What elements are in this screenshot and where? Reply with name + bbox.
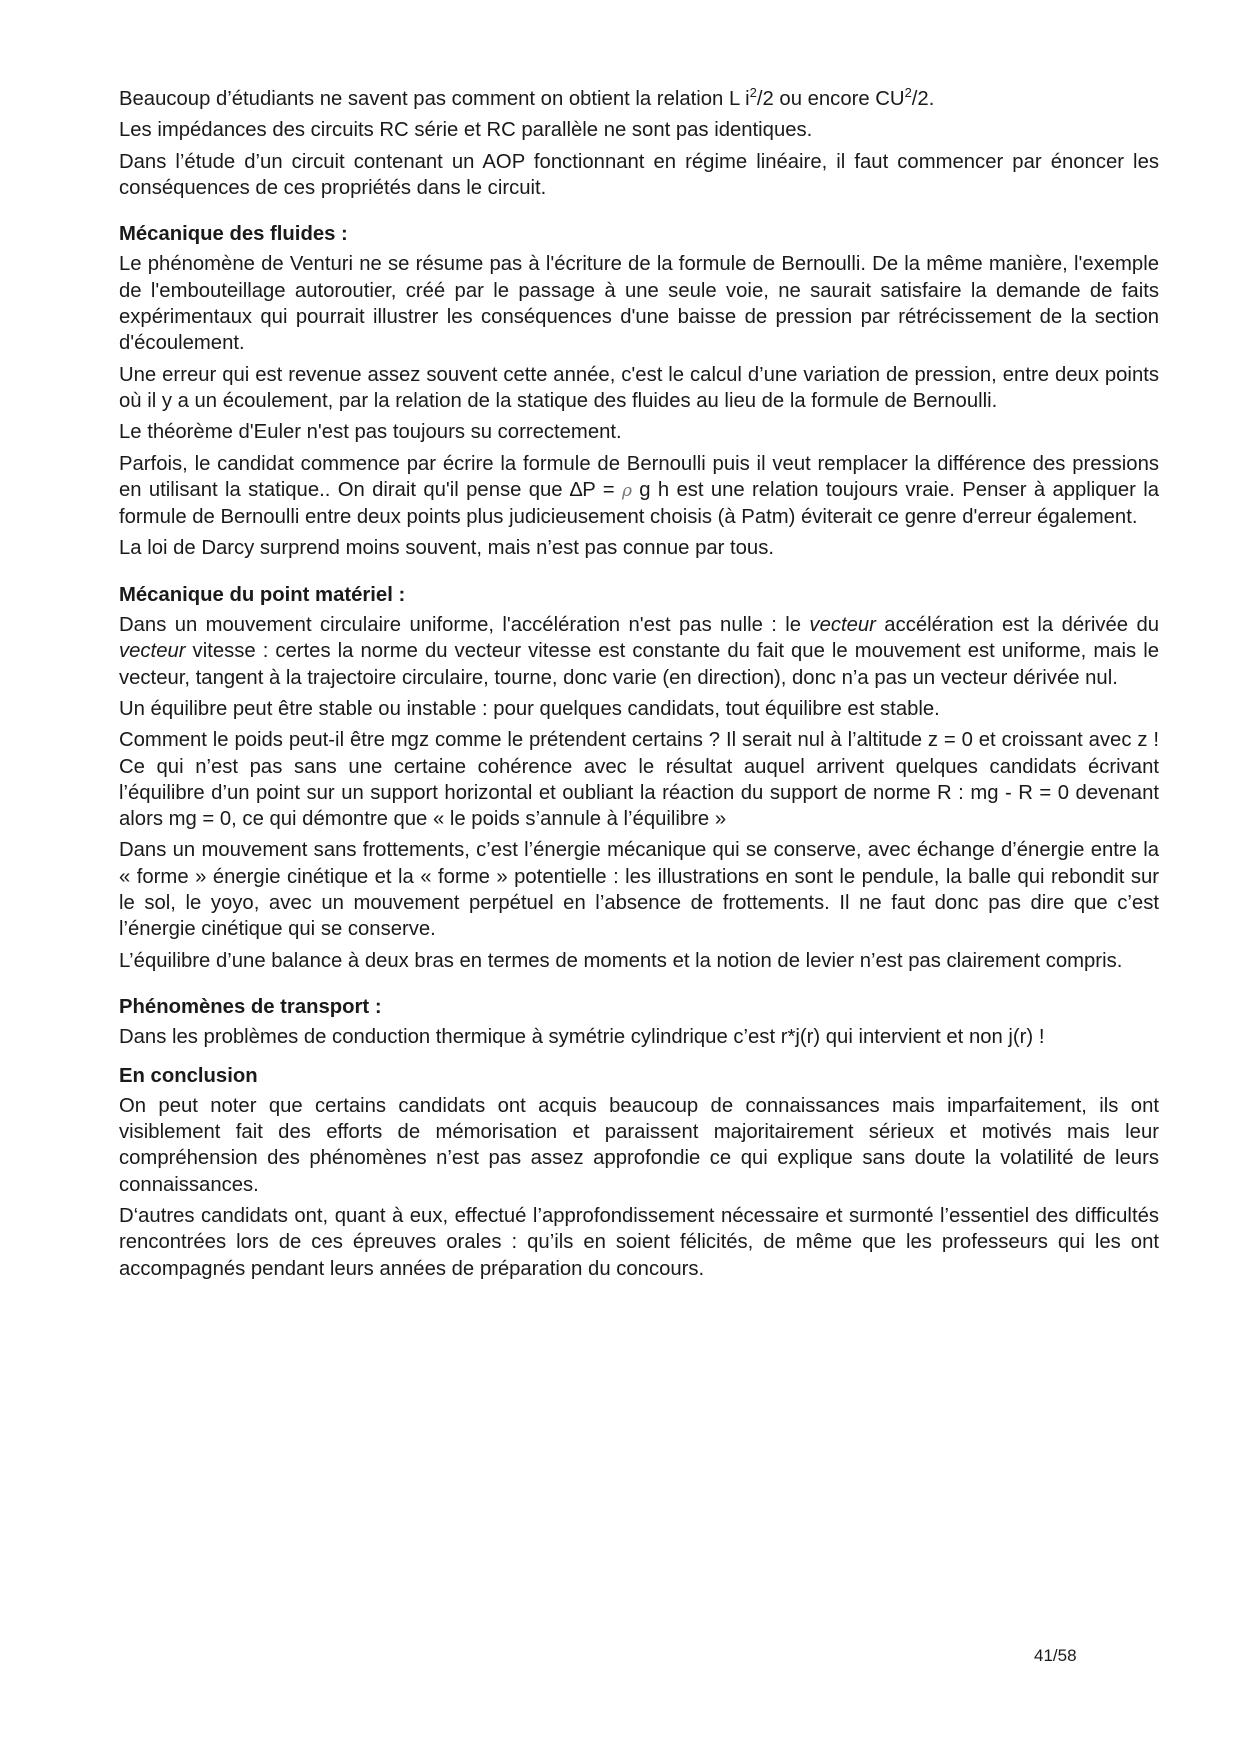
paragraph-relations	[119, 86, 1159, 112]
paragraph-poids: Comment le poids peut-il être mgz comme le prétendent certains ? Il serait nul à l’altitude z = 0 et croissant avec z ! Ce qui n’est pas sans une certaine cohérence avec le résultat auquel arrivent quelques candidats écrivant l’équilibre d’un point sur un support horizontal et oubliant la réaction du support de norme R : mg - R = 0 devenant alors mg = 0, ce qui démontre que « le poids s’annule à l’équilibre »	[119, 729, 1159, 831]
heading-transport: Phénomènes de transport :	[119, 995, 382, 1018]
paragraph-bernoulli-statique	[119, 451, 1159, 531]
paragraph-impedances: Les impédances des circuits RC série et RC parallèle ne sont pas identiques.	[119, 119, 813, 142]
text-run: Beaucoup d’étudiants ne savent pas comment on obtient la relation L i	[119, 88, 750, 110]
superscript: 2	[749, 85, 757, 101]
paragraph-erreur-pression: Une erreur qui est revenue assez souvent cette année, c'est le calcul d’une variation de pression, entre deux points où il y a un écoulement, par la relation de la statique des fluides au lieu de la formule de Bernoulli.	[119, 363, 1159, 412]
paragraph-balance: L’équilibre d’une balance à deux bras en termes de moments et la notion de levier n’est pas clairement compris.	[119, 949, 1123, 972]
heading-point-materiel: Mécanique du point matériel :	[119, 583, 406, 606]
paragraph-venturi: Le phénomène de Venturi ne se résume pas à l'écriture de la formule de Bernoulli. De la même manière, l'exemple de l'embouteillage autoroutier, créé par le passage à une seule voie, ne saurait satisfaire la demande de faits expérimentaux qui pourrait illustrer les conséquences d'une baisse de pression par rétrécissement de la section d'écoulement.	[119, 253, 1159, 355]
emphasis: vecteur	[119, 640, 186, 663]
text-run: Parfois, le candidat commence par écrire la formule de Bernoulli puis il veut remplacer la différence des pressions en utilisant la statique.. On dirait qu'il pense que ∆P =	[119, 452, 1159, 501]
rho-symbol: ρ	[621, 480, 632, 501]
paragraph-conclusion-1: On peut noter que certains candidats ont acquis beaucoup de connaissances mais imparfaitement, ils ont visiblement fait des efforts de mémorisation et paraissent majoritairement sérieux et motivés mais leur compréhension des phénomènes n’est pas assez approfondie ce qui explique sans doute la volatilité de leurs connaissances.	[119, 1094, 1159, 1196]
page-number: 41/58	[1034, 1646, 1077, 1665]
text-run: /2.	[911, 88, 935, 110]
paragraph-darcy: La loi de Darcy surprend moins souvent, mais n’est pas connue par tous.	[119, 537, 774, 560]
paragraph-equilibre: Un équilibre peut être stable ou instable : pour quelques candidats, tout équilibre est stable.	[119, 697, 940, 720]
text-run: vitesse : certes la norme du vecteur vitesse est constante du fait que le mouvement est uniforme, mais le vecteur, tangent à la trajectoire circulaire, tourne, donc varie (en direction), donc n’a pas un vecteur dérivée nul.	[119, 640, 1159, 689]
paragraph-aop: Dans l’étude d’un circuit contenant un AOP fonctionnant en régime linéaire, il faut commencer par énoncer les conséquences de ces propriétés dans le circuit.	[119, 150, 1159, 199]
text-run: accélération est la dérivée du	[875, 614, 1160, 637]
paragraph-euler: Le théorème d'Euler n'est pas toujours su correctement.	[119, 421, 622, 444]
heading-conclusion: En conclusion	[119, 1064, 258, 1087]
text-run: g h est une relation toujours vraie. Penser à appliquer la formule de Bernoulli entre deux points plus judicieusement choisis (à Patm) éviterait ce genre d'erreur également.	[119, 478, 1159, 529]
paragraph-energie: Dans un mouvement sans frottements, c’est l’énergie mécanique qui se conserve, avec échange d’énergie entre la « forme » énergie cinétique et la « forme » potentielle : les illustrations en sont le pendule, la balle qui rebondit sur le sol, le yoyo, avec un mouvement perpétuel en l’absence de frottements. Il ne faut donc pas dire que c’est l’énergie cinétique qui se conserve.	[119, 839, 1159, 941]
document-page	[119, 86, 1159, 1287]
heading-fluides: Mécanique des fluides :	[119, 223, 348, 246]
paragraph-mouvement-circulaire	[119, 612, 1159, 691]
paragraph-conclusion-2: D‘autres candidats ont, quant à eux, effectué l’approfondissement nécessaire et surmonté l’essentiel des difficultés rencontrées lors de ces épreuves orales : qu’ils en soient félicités, de même que les professeurs qui les ont accompagnés pendant leurs années de préparation du concours.	[119, 1204, 1159, 1280]
superscript: 2	[904, 85, 912, 101]
text-run: /2 ou encore CU	[756, 88, 905, 110]
text-run: Dans un mouvement circulaire uniforme, l'accélération n'est pas nulle : le	[119, 614, 810, 637]
emphasis: vecteur	[809, 614, 876, 637]
paragraph-conduction: Dans les problèmes de conduction thermique à symétrie cylindrique c’est r*j(r) qui intervient et non j(r) !	[119, 1026, 1045, 1049]
